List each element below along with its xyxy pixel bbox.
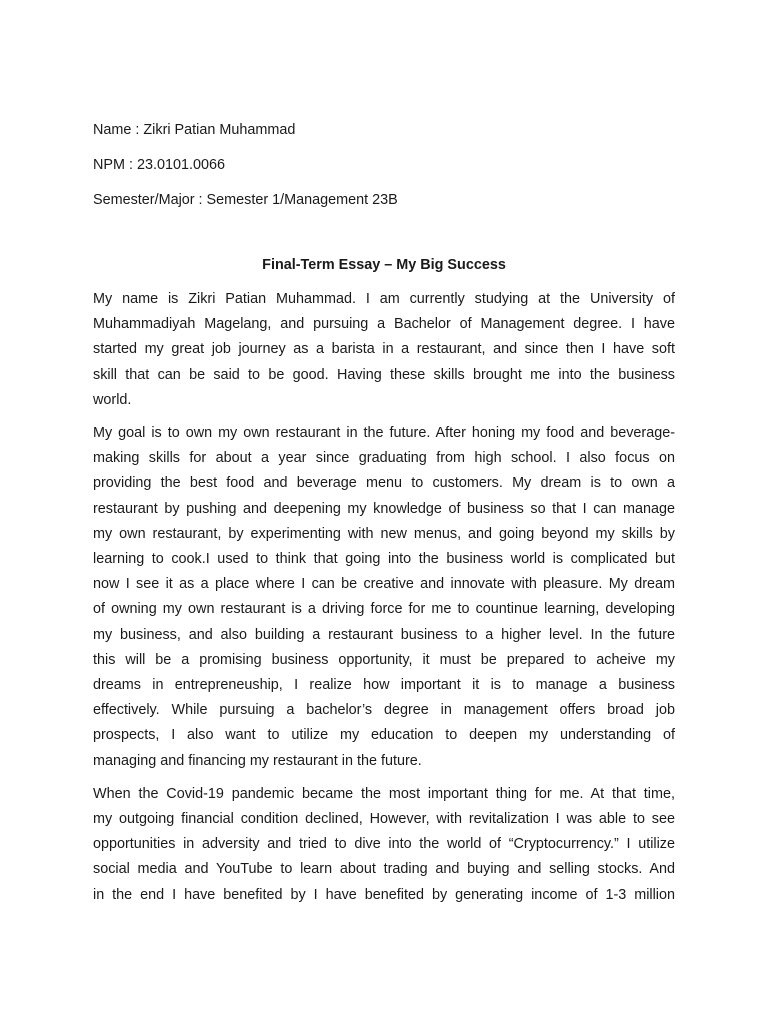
document-page [93, 120, 675, 916]
paragraph-line: learning to cook.I used to think that going into the business world is complicated but [93, 551, 675, 568]
paragraph-line: My goal is to own my own restaurant in the future. After honing my food and beverage- [93, 425, 675, 442]
paragraph-line: My name is Zikri Patian Muhammad. I am currently studying at the University of [93, 291, 675, 307]
paragraph-line: started my great job journey as a barista in a restaurant, and since then I have soft [93, 341, 675, 358]
paragraph-line: opportunities in adversity and tried to dive into the world of “Cryptocurrency.” I utilize [93, 836, 675, 853]
paragraph-line: skill that can be said to be good. Having these skills brought me into the business [93, 366, 675, 383]
essay-body [93, 287, 675, 908]
paragraph-line: making skills for about a year since graduating from high school. I also focus on [93, 450, 675, 467]
paragraph-line: prospects, I also want to utilize my education to deepen my understanding of [93, 727, 675, 744]
paragraph-line: now I see it as a place where I can be creative and innovate with pleasure. My dream [93, 576, 675, 593]
paragraph-line: this will be a promising business opportunity, it must be prepared to acheive my [93, 651, 675, 668]
paragraph-line: When the Covid-19 pandemic became the most important thing for me. At that time, [93, 785, 675, 802]
essay-paragraph [93, 287, 675, 413]
paragraph-line: restaurant by pushing and deepening my knowledge of business so that I can manage [93, 500, 675, 517]
paragraph-line: dreams in entrepreneuship, I realize how important it is to manage a business [93, 677, 675, 694]
paragraph-line: my business, and also building a restaurant business to a higher level. In the future [93, 626, 675, 643]
paragraph-line: of owning my own restaurant is a driving force for me to countinue learning, developing [93, 601, 675, 618]
student-name: Name : Zikri Patian Muhammad [93, 122, 296, 138]
student-npm: NPM : 23.0101.0066 [93, 157, 226, 173]
paragraph-line: my own restaurant, by experimenting with new menus, and going beyond my skills by [93, 525, 675, 542]
paragraph-line: managing and financing my restaurant in the future. [93, 752, 422, 769]
essay-paragraph [93, 782, 675, 908]
paragraph-line: effectively. While pursuing a bachelor’s degree in management offers broad job [93, 702, 675, 719]
paragraph-line: world. [93, 391, 132, 408]
paragraph-line: in the end I have benefited by I have benefited by generating income of 1-3 million [93, 886, 675, 903]
paragraph-line: my outgoing financial condition declined, However, with revitalization I was able to see [93, 811, 675, 828]
paragraph-line: Muhammadiyah Magelang, and pursuing a Bachelor of Management degree. I have [93, 316, 675, 333]
paragraph-line: providing the best food and beverage menu to customers. My dream is to own a [93, 475, 675, 492]
paragraph-line: social media and YouTube to learn about trading and buying and selling stocks. And [93, 861, 675, 878]
essay-title: Final-Term Essay – My Big Success [262, 257, 506, 273]
student-semester-major: Semester/Major : Semester 1/Management 23B [93, 192, 398, 208]
essay-paragraph [93, 421, 675, 774]
